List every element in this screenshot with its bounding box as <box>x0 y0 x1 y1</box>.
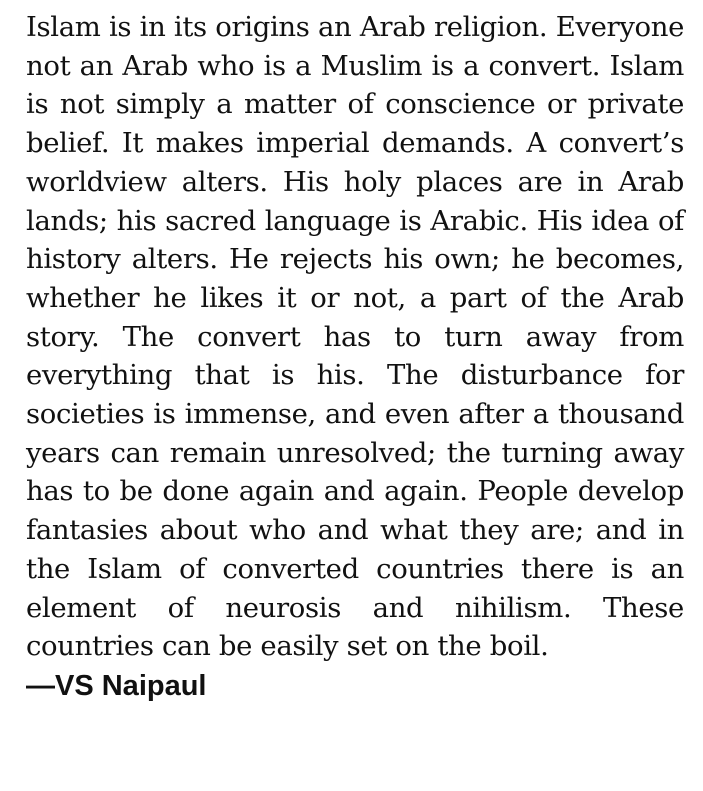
quote-attribution: —VS Naipaul <box>26 669 207 702</box>
quote-block <box>26 8 684 706</box>
quote-text: Islam is in its origins an Arab religion. Everyone not an Arab who is a Muslim is a convert. Islam is not simply a matter of conscience or private belief. It makes imperial demands. A convert’s worldview alters. His holy places are in Arab lands; his sacred language is Arabic. His idea of history alters. He rejects his own; he becomes, whether he likes it or not, a part of the Arab story. The convert has to turn away from everything that is his. The disturbance for societies is immense, and even after a thousand years can remain unresolved; the turning away has to be done again and again. People develop fantasies about who and what they are; and in the Islam of converted countries there is an element of neurosis and nihilism. These countries can be easily set on the boil. <box>26 11 684 663</box>
